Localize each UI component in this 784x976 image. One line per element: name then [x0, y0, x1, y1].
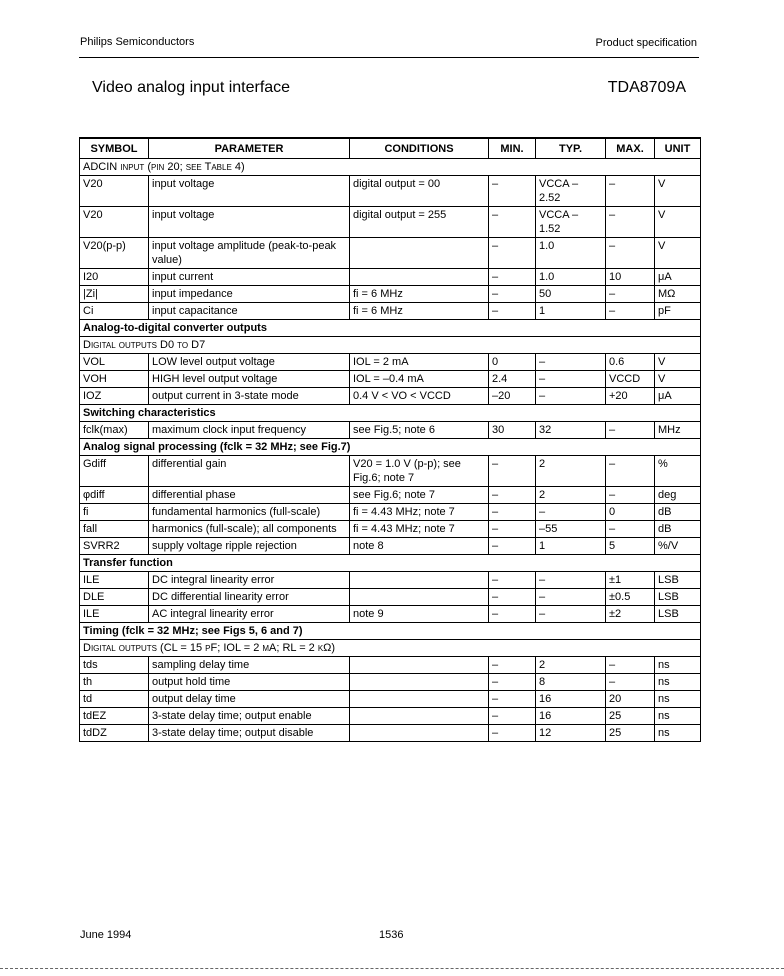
max-cell: – [606, 286, 655, 303]
column-header: PARAMETER [149, 138, 350, 159]
parameter-cell: input voltage [149, 176, 350, 207]
max-cell: 25 [606, 725, 655, 742]
table-section-row [80, 439, 701, 456]
footer-date: June 1994 [80, 929, 132, 941]
table-row [80, 238, 701, 269]
symbol-cell: IOZ [80, 388, 149, 405]
symbol-cell: V20 [80, 207, 149, 238]
column-header: TYP. [536, 138, 606, 159]
table-row [80, 487, 701, 504]
table-row [80, 354, 701, 371]
section-heading: ADCIN input (pin 20; see Table 4) [80, 159, 701, 176]
parameter-cell: output hold time [149, 674, 350, 691]
symbol-cell: fall [80, 521, 149, 538]
max-cell: – [606, 456, 655, 487]
table-section-row [80, 640, 701, 657]
document-title: Video analog input interface [92, 79, 291, 96]
min-cell: – [489, 657, 536, 674]
symbol-cell: φdiff [80, 487, 149, 504]
min-cell: –20 [489, 388, 536, 405]
min-cell: – [489, 521, 536, 538]
unit-cell: V [655, 238, 701, 269]
table-row [80, 207, 701, 238]
min-cell: – [489, 589, 536, 606]
unit-cell: ns [655, 657, 701, 674]
unit-cell: μA [655, 388, 701, 405]
max-cell: – [606, 674, 655, 691]
typ-cell: 1 [536, 303, 606, 320]
parameter-cell: AC integral linearity error [149, 606, 350, 623]
min-cell: 0 [489, 354, 536, 371]
max-cell: – [606, 207, 655, 238]
table-row [80, 708, 701, 725]
max-cell: 25 [606, 708, 655, 725]
table-row [80, 422, 701, 439]
conditions-cell: see Fig.6; note 7 [350, 487, 489, 504]
unit-cell: MHz [655, 422, 701, 439]
table-row [80, 176, 701, 207]
footer-rule [0, 968, 784, 969]
max-cell: – [606, 176, 655, 207]
unit-cell: pF [655, 303, 701, 320]
unit-cell: dB [655, 521, 701, 538]
typ-cell: 16 [536, 691, 606, 708]
max-cell: ±2 [606, 606, 655, 623]
conditions-cell: IOL = 2 mA [350, 354, 489, 371]
symbol-cell: |Zi| [80, 286, 149, 303]
parameter-cell: differential phase [149, 487, 350, 504]
typ-cell: – [536, 589, 606, 606]
min-cell: 30 [489, 422, 536, 439]
table-row [80, 691, 701, 708]
table-row [80, 388, 701, 405]
table-row [80, 674, 701, 691]
conditions-cell: note 8 [350, 538, 489, 555]
parameter-cell: supply voltage ripple rejection [149, 538, 350, 555]
typ-cell: 2 [536, 487, 606, 504]
table-row [80, 572, 701, 589]
max-cell: – [606, 487, 655, 504]
symbol-cell: th [80, 674, 149, 691]
parameter-cell: DC integral linearity error [149, 572, 350, 589]
column-header: CONDITIONS [350, 138, 489, 159]
parameter-cell: LOW level output voltage [149, 354, 350, 371]
parameter-cell: fundamental harmonics (full-scale) [149, 504, 350, 521]
symbol-cell: VOL [80, 354, 149, 371]
table-row [80, 725, 701, 742]
conditions-cell [350, 238, 489, 269]
min-cell: – [489, 207, 536, 238]
table-row [80, 589, 701, 606]
typ-cell: 8 [536, 674, 606, 691]
max-cell: +20 [606, 388, 655, 405]
unit-cell: V [655, 207, 701, 238]
conditions-cell: note 9 [350, 606, 489, 623]
typ-cell: 50 [536, 286, 606, 303]
conditions-cell: fi = 4.43 MHz; note 7 [350, 521, 489, 538]
parameter-cell: DC differential linearity error [149, 589, 350, 606]
min-cell: – [489, 606, 536, 623]
symbol-cell: ILE [80, 572, 149, 589]
max-cell: VCCD [606, 371, 655, 388]
symbol-cell: SVRR2 [80, 538, 149, 555]
typ-cell: –55 [536, 521, 606, 538]
column-header: MIN. [489, 138, 536, 159]
section-heading: Digital outputs D0 to D7 [80, 337, 701, 354]
max-cell: – [606, 657, 655, 674]
parameter-cell: output delay time [149, 691, 350, 708]
section-heading: Timing (fclk = 32 MHz; see Figs 5, 6 and 7) [80, 623, 701, 640]
typ-cell: 1.0 [536, 269, 606, 286]
table-section-row [80, 320, 701, 337]
conditions-cell: digital output = 255 [350, 207, 489, 238]
conditions-cell [350, 572, 489, 589]
typ-cell: – [536, 504, 606, 521]
min-cell: – [489, 572, 536, 589]
symbol-cell: fclk(max) [80, 422, 149, 439]
table-row [80, 286, 701, 303]
symbol-cell: VOH [80, 371, 149, 388]
symbol-cell: Ci [80, 303, 149, 320]
parameter-cell: 3-state delay time; output enable [149, 708, 350, 725]
min-cell: – [489, 303, 536, 320]
table-section-row [80, 405, 701, 422]
table-section-row [80, 159, 701, 176]
typ-cell: 16 [536, 708, 606, 725]
typ-cell: VCCA – 2.52 [536, 176, 606, 207]
unit-cell: LSB [655, 572, 701, 589]
conditions-cell: V20 = 1.0 V (p-p); see Fig.6; note 7 [350, 456, 489, 487]
parameter-cell: input voltage [149, 207, 350, 238]
table-row [80, 504, 701, 521]
symbol-cell: td [80, 691, 149, 708]
unit-cell: V [655, 371, 701, 388]
min-cell: – [489, 725, 536, 742]
symbol-cell: I20 [80, 269, 149, 286]
min-cell: 2.4 [489, 371, 536, 388]
typ-cell: – [536, 388, 606, 405]
parameter-cell: input current [149, 269, 350, 286]
max-cell: ±0.5 [606, 589, 655, 606]
max-cell: – [606, 521, 655, 538]
unit-cell: LSB [655, 589, 701, 606]
footer-page-number: 1536 [379, 929, 404, 941]
conditions-cell [350, 269, 489, 286]
min-cell: – [489, 708, 536, 725]
table-row [80, 303, 701, 320]
section-heading: Digital outputs (CL = 15 pF; IOL = 2 mA; RL = 2 kΩ) [80, 640, 701, 657]
max-cell: – [606, 303, 655, 320]
min-cell: – [489, 691, 536, 708]
spec-type: Product specification [595, 37, 697, 49]
parameter-cell: differential gain [149, 456, 350, 487]
unit-cell: deg [655, 487, 701, 504]
table-row [80, 456, 701, 487]
parameter-cell: HIGH level output voltage [149, 371, 350, 388]
parameter-cell: sampling delay time [149, 657, 350, 674]
unit-cell: MΩ [655, 286, 701, 303]
typ-cell: 2 [536, 456, 606, 487]
conditions-cell [350, 725, 489, 742]
part-number: TDA8709A [607, 79, 686, 96]
min-cell: – [489, 538, 536, 555]
unit-cell: LSB [655, 606, 701, 623]
conditions-cell [350, 708, 489, 725]
min-cell: – [489, 674, 536, 691]
table-row [80, 521, 701, 538]
conditions-cell: fi = 4.43 MHz; note 7 [350, 504, 489, 521]
max-cell: – [606, 238, 655, 269]
table-body [80, 159, 701, 742]
table-section-row [80, 337, 701, 354]
parameter-cell: input impedance [149, 286, 350, 303]
table-row [80, 371, 701, 388]
unit-cell: %/V [655, 538, 701, 555]
conditions-cell [350, 589, 489, 606]
column-header: MAX. [606, 138, 655, 159]
typ-cell: 12 [536, 725, 606, 742]
symbol-cell: ILE [80, 606, 149, 623]
parameter-cell: output current in 3-state mode [149, 388, 350, 405]
max-cell: 0 [606, 504, 655, 521]
typ-cell: – [536, 354, 606, 371]
min-cell: – [489, 487, 536, 504]
min-cell: – [489, 504, 536, 521]
max-cell: ±1 [606, 572, 655, 589]
parameter-cell: input voltage amplitude (peak-to-peak value) [149, 238, 350, 269]
section-heading: Analog-to-digital converter outputs [80, 320, 701, 337]
max-cell: – [606, 422, 655, 439]
unit-cell: ns [655, 691, 701, 708]
conditions-cell: IOL = –0.4 mA [350, 371, 489, 388]
unit-cell: ns [655, 674, 701, 691]
typ-cell: – [536, 572, 606, 589]
symbol-cell: V20(p-p) [80, 238, 149, 269]
parameter-cell: maximum clock input frequency [149, 422, 350, 439]
characteristics-table [79, 137, 701, 742]
parameter-cell: harmonics (full-scale); all components [149, 521, 350, 538]
max-cell: 20 [606, 691, 655, 708]
unit-cell: ns [655, 708, 701, 725]
unit-cell: V [655, 354, 701, 371]
symbol-cell: Gdiff [80, 456, 149, 487]
min-cell: – [489, 238, 536, 269]
min-cell: – [489, 176, 536, 207]
conditions-cell [350, 657, 489, 674]
section-heading: Switching characteristics [80, 405, 701, 422]
symbol-cell: tdEZ [80, 708, 149, 725]
table-section-row [80, 555, 701, 572]
symbol-cell: DLE [80, 589, 149, 606]
column-header: SYMBOL [80, 138, 149, 159]
section-heading: Analog signal processing (fclk = 32 MHz; see Fig.7) [80, 439, 701, 456]
conditions-cell [350, 674, 489, 691]
parameter-cell: input capacitance [149, 303, 350, 320]
company-name: Philips Semiconductors [80, 36, 195, 48]
conditions-cell: fi = 6 MHz [350, 303, 489, 320]
max-cell: 10 [606, 269, 655, 286]
unit-cell: dB [655, 504, 701, 521]
min-cell: – [489, 269, 536, 286]
typ-cell: 1.0 [536, 238, 606, 269]
table-section-row [80, 623, 701, 640]
conditions-cell: digital output = 00 [350, 176, 489, 207]
table-row [80, 269, 701, 286]
typ-cell: 32 [536, 422, 606, 439]
table-row [80, 606, 701, 623]
conditions-cell: fi = 6 MHz [350, 286, 489, 303]
min-cell: – [489, 286, 536, 303]
conditions-cell: 0.4 V < VO < VCCD [350, 388, 489, 405]
unit-cell: % [655, 456, 701, 487]
typ-cell: – [536, 371, 606, 388]
unit-cell: V [655, 176, 701, 207]
table-row [80, 538, 701, 555]
typ-cell: VCCA – 1.52 [536, 207, 606, 238]
typ-cell: 2 [536, 657, 606, 674]
max-cell: 0.6 [606, 354, 655, 371]
unit-cell: ns [655, 725, 701, 742]
parameter-cell: 3-state delay time; output disable [149, 725, 350, 742]
conditions-cell [350, 691, 489, 708]
header-rule [79, 57, 699, 58]
min-cell: – [489, 456, 536, 487]
symbol-cell: tds [80, 657, 149, 674]
max-cell: 5 [606, 538, 655, 555]
unit-cell: μA [655, 269, 701, 286]
table-row [80, 657, 701, 674]
symbol-cell: fi [80, 504, 149, 521]
section-heading: Transfer function [80, 555, 701, 572]
symbol-cell: tdDZ [80, 725, 149, 742]
symbol-cell: V20 [80, 176, 149, 207]
table-header-row [80, 138, 701, 159]
conditions-cell: see Fig.5; note 6 [350, 422, 489, 439]
typ-cell: – [536, 606, 606, 623]
typ-cell: 1 [536, 538, 606, 555]
column-header: UNIT [655, 138, 701, 159]
